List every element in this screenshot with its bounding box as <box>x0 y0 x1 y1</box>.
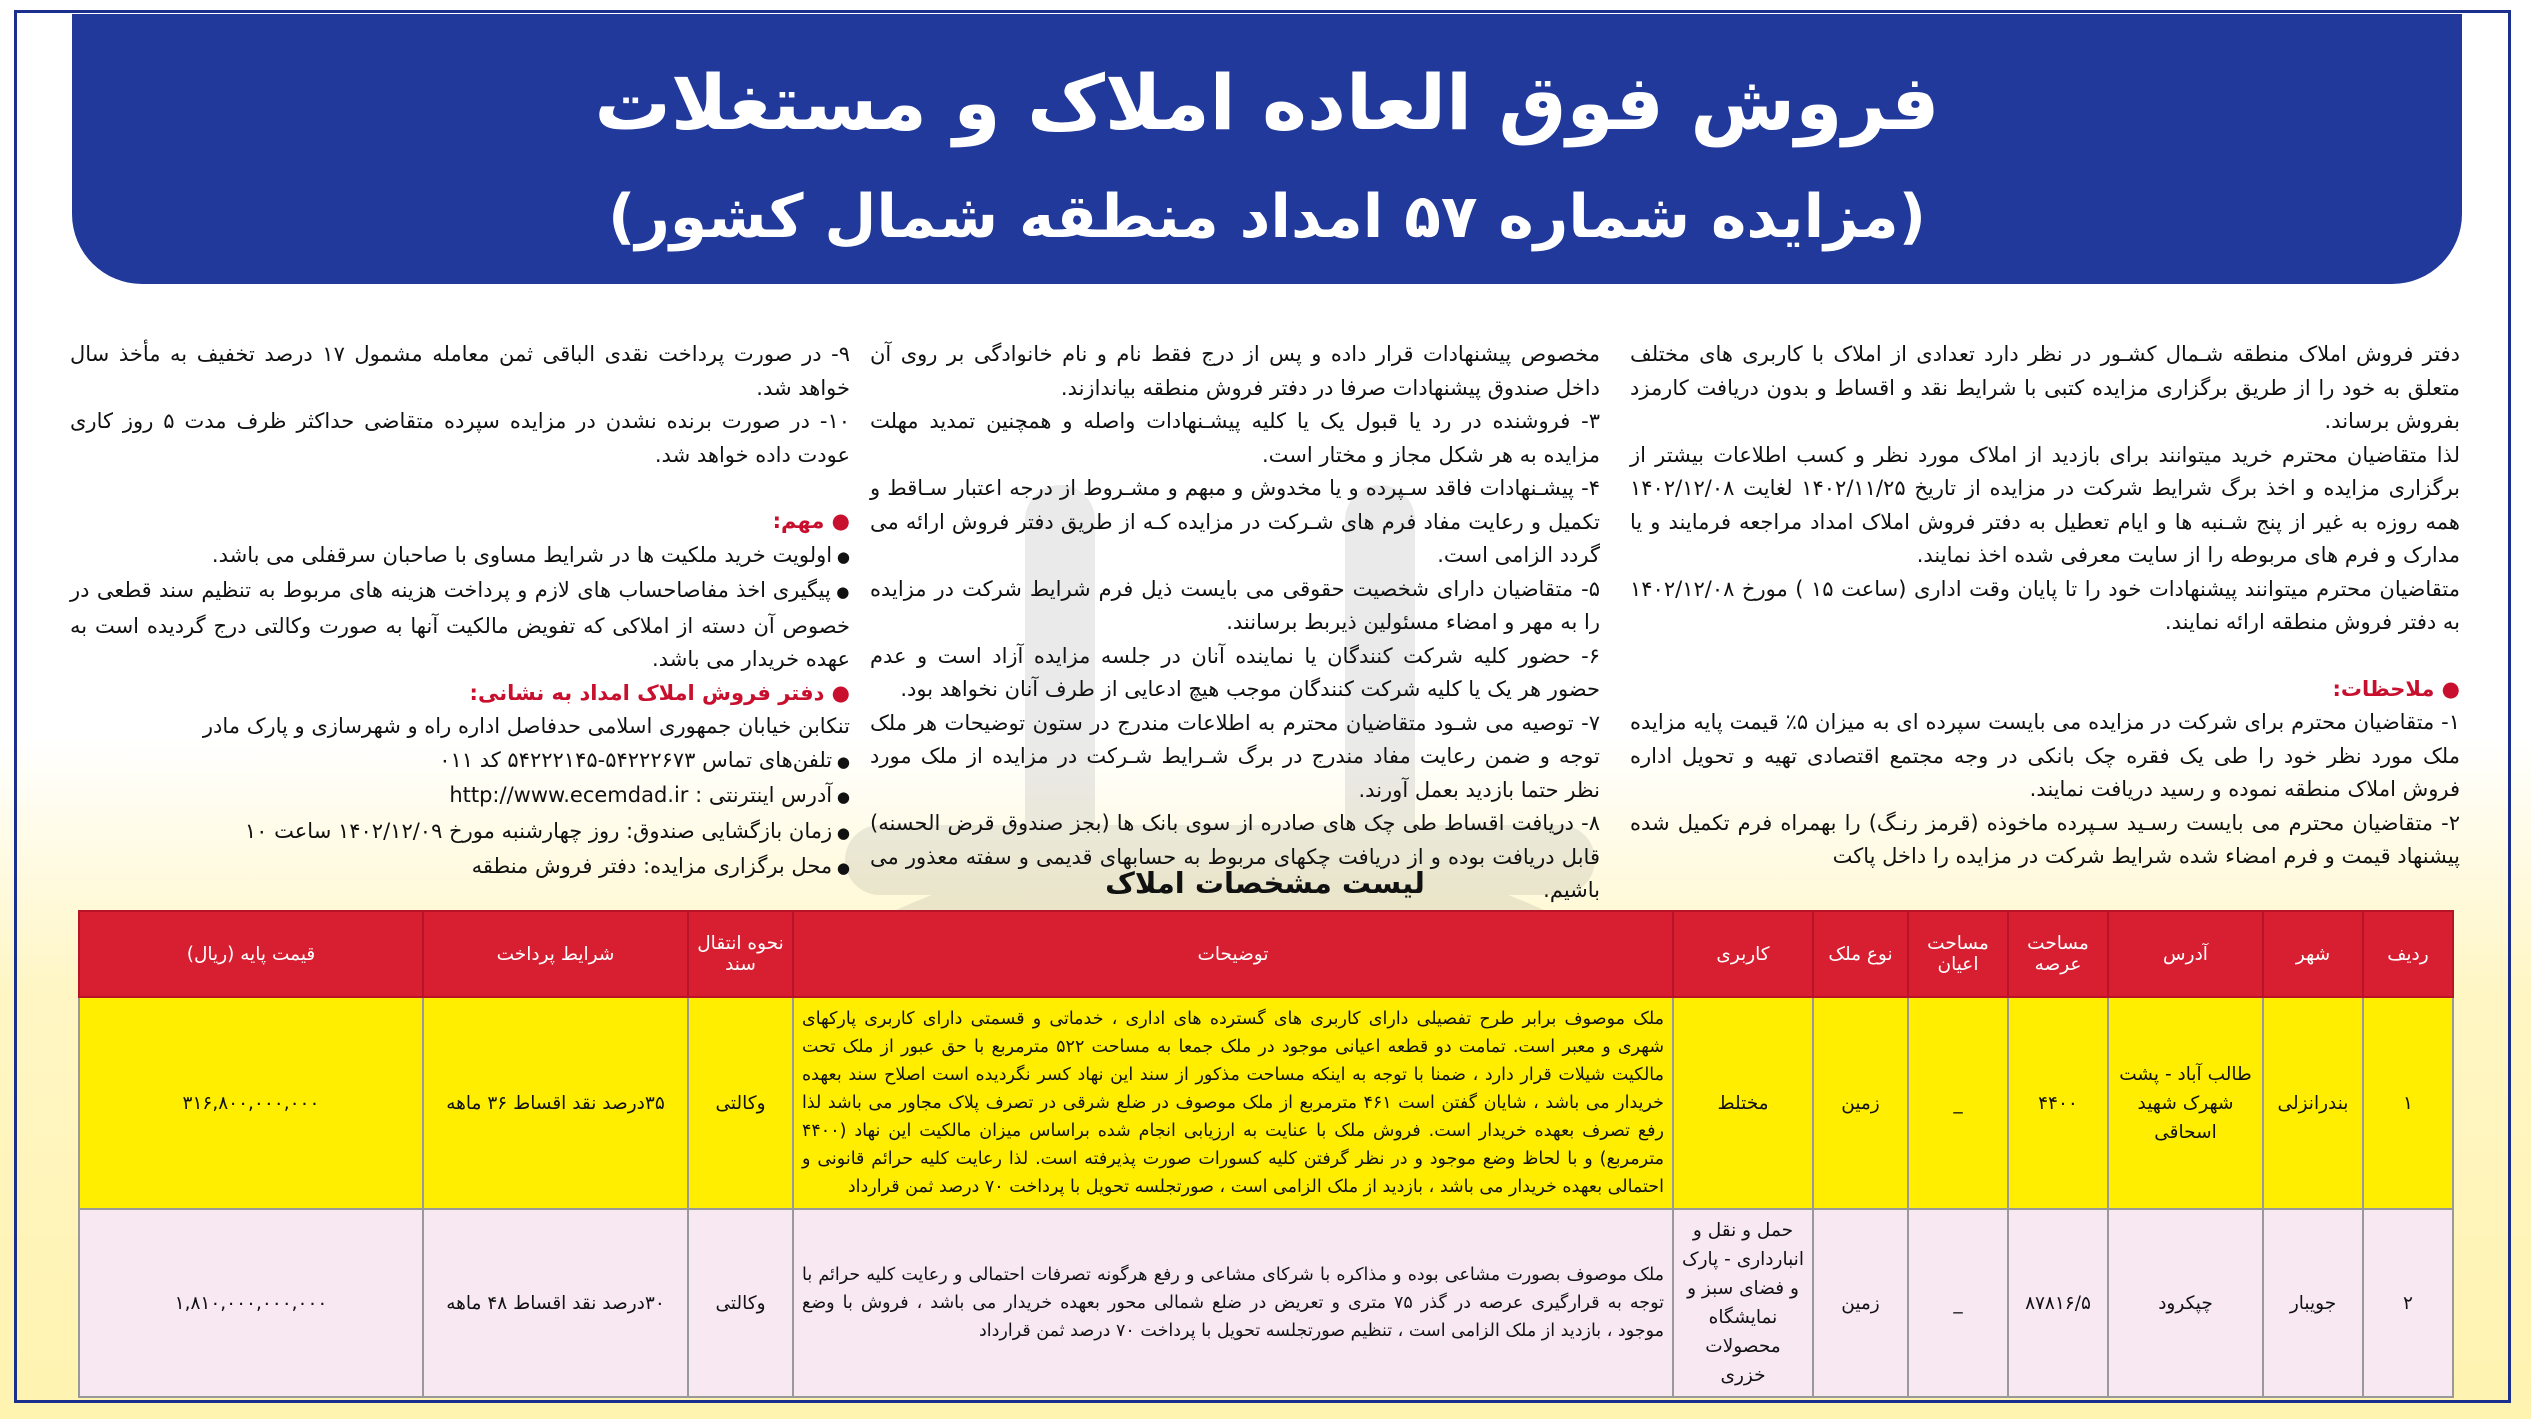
cell-transfer: وکالتی <box>688 997 793 1209</box>
cell-usage: مختلط <box>1673 997 1813 1209</box>
important-bullet-2: ● پیگیری اخذ مفاصاحساب های لازم و پرداخت هزینه های مربوط به تنظیم سند قطعی در خصوص آن دسته از املاکی که تفویض مالکیت آنها به صورت وکالتی درج گردیده است به عهده خریدار می باشد. <box>70 574 850 677</box>
cell-payment: ۳۰درصد نقد اقساط ۴۸ ماهه <box>423 1209 688 1397</box>
col-header-payment: شرایط پرداخت <box>423 911 688 997</box>
table-title: لیست مشخصات املاک <box>1105 866 1425 900</box>
text-column-right <box>1630 338 2460 874</box>
note-2: ۲- متقاضیان محترم می بایست رسـید سـپرده ماخوذه (قرمز رنـگ) را بهمراه فرم تکمیل شده پیشنهاد قیمت و فرم امضاء شده شرایط شرکت در مزایده را داخل پاکت <box>1630 810 2460 868</box>
note-2-continued: مخصوص پیشنهادات قرار داده و پس از درج فقط نام و نام خانوادگی بر روی آن داخل صندوق پیشنهادات صرفا در دفتر فروش منطقه بیاندازند. <box>870 342 1600 400</box>
auction-venue: ● محل برگزاری مزایده: دفتر فروش منطقه <box>70 850 850 886</box>
cell-address: چپکرود <box>2108 1209 2263 1397</box>
office-phones: ● تلفن‌های تماس ۵۴۲۲۲۶۷۳-۵۴۲۲۲۱۴۵ کد ۰۱۱ <box>70 744 850 780</box>
note-8: ۸- دریافت اقساط طی چک های صادره از سوی بانک ها (بجز صندوق قرض الحسنه) قابل دریافت بوده و از دریافت چکهای مربوط به حسابهای قدیمی و سفته معذور می باشیم. <box>870 811 1600 902</box>
col-header-address: آدرس <box>2108 911 2263 997</box>
table-row <box>79 1209 2453 1397</box>
office-website[interactable]: ● آدرس اینترنتی : http://www.ecemdad.ir <box>70 779 850 815</box>
office-heading: ● دفتر فروش املاک امداد به نشانی: <box>469 680 850 705</box>
col-header-price: قیمت پایه (ریال) <box>79 911 423 997</box>
visit-paragraph: لذا متقاضیان محترم خرید میتوانند برای بازدید از املاک مورد نظر و کسب اطلاعات بیشتر از برگزاری مزایده و اخذ برگ شرایط شرکت در مزایده از تاریخ ۱۴۰۲/۱۱/۲۵ لغایت ۱۴۰۲/۱۲/۰۸ همه روزه به غیر از پنج شـنبه ها و ایام تعطیل به دفتر فروش املاک امداد مراجعه فرمایند و یا مدارک و فرم های مربوطه را از سایت معرفی شده اخذ نمایند. <box>1630 442 2460 567</box>
cell-building-area: _ <box>1908 1209 2008 1397</box>
cell-transfer: وکالتی <box>688 1209 793 1397</box>
note-1: ۱- متقاضیان محترم برای شرکت در مزایده می بایست سپرده ای به میزان ۵٪ قیمت پایه مزایده ملک مورد نظر خود را طی یک فقره چک بانکی در وجه مجتمع اقتصادی تهیه و تحویل اداره فروش املاک منطقه نموده و رسید دریافت نمایند. <box>1630 710 2460 801</box>
important-heading: ● مهم: <box>772 509 850 533</box>
notes-heading: ● ملاحظات: <box>2332 676 2460 701</box>
properties-table <box>78 910 2454 1398</box>
table-header-row <box>79 911 2453 997</box>
col-header-description: توضیحات <box>793 911 1673 997</box>
cell-usage: حمل و نقل و انبارداری - پارک و فضای سبز و نمایشگاه محصولات خزری <box>1673 1209 1813 1397</box>
table-row <box>79 997 2453 1209</box>
note-6: ۶- حضور کلیه شرکت کنندگان یا نماینده آنان در جلسه مزایده آزاد است و عدم حضور هر یک یا کلیه شرکت کنندگان موجب هیچ ادعایی از طرف آنان نخواهد بود. <box>870 643 1600 701</box>
cell-land-area: ۸۷۸۱۶/۵ <box>2008 1209 2108 1397</box>
opening-time: ● زمان بازگشایی صندوق: روز چهارشنبه مورخ ۱۴۰۲/۱۲/۰۹ ساعت ۱۰ <box>70 815 850 851</box>
cell-city: جویبار <box>2263 1209 2363 1397</box>
cell-building-area: _ <box>1908 997 2008 1209</box>
col-header-row: ردیف <box>2363 911 2453 997</box>
cell-type: زمین <box>1813 1209 1908 1397</box>
cell-row: ۲ <box>2363 1209 2453 1397</box>
col-header-usage: کاربری <box>1673 911 1813 997</box>
note-5: ۵- متقاضیان دارای شخصیت حقوقی می بایست ذیل فرم شرایط شرکت در مزایده را به مهر و امضاء مسئولین ذیربط برسانند. <box>870 576 1600 634</box>
header-banner <box>72 14 2462 284</box>
cell-row: ۱ <box>2363 997 2453 1209</box>
office-address: تنکابن خیابان جمهوری اسلامی حدفاصل اداره راه و شهرسازی و پارک مادر <box>202 714 850 738</box>
note-3: ۳- فروشنده در رد یا قبول یک یا کلیه پیشـنهادات واصله و همچنین تمدید مهلت مزایده به هر شکل مجاز و مختار است. <box>870 409 1600 467</box>
deadline-paragraph: متقاضیان محترم میتوانند پیشنهادات خود را تا پایان وقت اداری (ساعت ۱۵ ) مورخ ۱۴۰۲/۱۲/۰۸ به دفتر فروش منطقه ارائه نمایند. <box>1630 576 2461 634</box>
cell-address: طالب آباد - پشت شهرک شهید اسحاقی <box>2108 997 2263 1209</box>
text-column-middle <box>870 338 1600 908</box>
cell-type: زمین <box>1813 997 1908 1209</box>
intro-paragraph: دفتر فروش املاک منطقه شـمال کشـور در نظر دارد تعدادی از املاک با کاربری های مختلف متعلق به خود را از طریق برگزاری مزایده کتبی با شرایط نقد و اقساط و بدون دریافت کارمزد بفروش برساند. <box>1630 342 2460 433</box>
col-header-city: شهر <box>2263 911 2363 997</box>
col-header-type: نوع ملک <box>1813 911 1908 997</box>
note-9: ۹- در صورت پرداخت نقدی الباقی ثمن معامله مشمول ۱۷ درصد تخفیف به مأخذ سال خواهد شد. <box>70 342 850 400</box>
cell-price: ۱,۸۱۰,۰۰۰,۰۰۰,۰۰۰ <box>79 1209 423 1397</box>
note-4: ۴- پیشـنهادات فاقد سـپرده و یا مخدوش و مبهم و مشـروط از درجه اعتبار سـاقط و تکمیل و رعایت مفاد فرم های شـرکت در مزایده کـه از طریق دفتر فروش ارائه می گردد الزامی است. <box>870 476 1600 567</box>
cell-price: ۳۱۶,۸۰۰,۰۰۰,۰۰۰ <box>79 997 423 1209</box>
cell-description: ملک موصوف بصورت مشاعی بوده و مذاکره با شرکای مشاعی و رفع هرگونه تصرفات احتمالی و رعایت کلیه حرائم با توجه به قرارگیری عرصه در گذر ۷۵ متری و تعریض در ضلع شمالی محور بعهده خریدار می باشد ، فروش با وضع موجود ، بازدید از ملک الزامی است ، تنظیم صورتجلسه تحویل با پرداخت ۷۰ درصد ثمن قرارداد <box>793 1209 1673 1397</box>
cell-land-area: ۴۴۰۰ <box>2008 997 2108 1209</box>
note-10: ۱۰- در صورت برنده نشدن در مزایده سپرده متقاضی حداکثر ظرف مدت ۵ روز کاری عودت داده خواهد شد. <box>70 409 850 467</box>
page-title: فروش فوق العاده املاک و مستغلات <box>594 58 1940 147</box>
text-column-left <box>70 338 850 886</box>
cell-description: ملک موصوف برابر طرح تفصیلی دارای کاربری های گسترده های اداری ، خدماتی و قسمتی دارای کاربری پارکهای شهری و معبر است. تمامت دو قطعه اعیانی موجود در ملک جمعا به مساحت ۵۲۲ مترمربع با حق عبور از ملک تحت مالکیت شیلات قرار دارد ، ضمنا با توجه به اینکه مساحت مذکور از سند این نهاد کسر نگردیده است اصلاح سند بعهده خریدار می باشد ، شایان گفتن است ۴۶۱ مترمربع از ملک موصوف در ضلع شرقی در تصرف پلاک مجاور می باشد لذا رفع تصرف بعهده خریدار است. فروش ملک با عنایت به ارزیابی انجام شده براساس میزان مالکیت این نهاد (۴۴۰۰ مترمربع) و با لحاظ وضع موجود و در نظر گرفتن کلیه کسورات صورت پذیرفته است. لذا رعایت کلیه حرائم قانونی و احتمالی بعهده خریدار می باشد ، بازدید از ملک الزامی است ، صورتجلسه تحویل با پرداخت ۷۰ درصد ثمن قرارداد <box>793 997 1673 1209</box>
note-7: ۷- توصیه می شـود متقاضیان محترم به اطلاعات مندرج در ستون توضیحات هر ملک توجه و ضمن رعایت مفاد مندرج در برگ شـرایط شـرکت در مزایده از ملک مورد نظر حتما بازدید بعمل آورند. <box>870 710 1600 802</box>
col-header-building-area: مساحت اعیان <box>1908 911 2008 997</box>
cell-city: بندرانزلی <box>2263 997 2363 1209</box>
cell-payment: ۳۵درصد نقد اقساط ۳۶ ماهه <box>423 997 688 1209</box>
important-bullet-1: ● اولویت خرید ملکیت ها در شرایط مساوی با صاحبان سرقفلی می باشد. <box>70 539 850 575</box>
col-header-transfer: نحوه انتقال سند <box>688 911 793 997</box>
page-subtitle: (مزایده شماره ۵۷ امداد منطقه شمال کشور) <box>607 182 1927 252</box>
col-header-land-area: مساحت عرصه <box>2008 911 2108 997</box>
